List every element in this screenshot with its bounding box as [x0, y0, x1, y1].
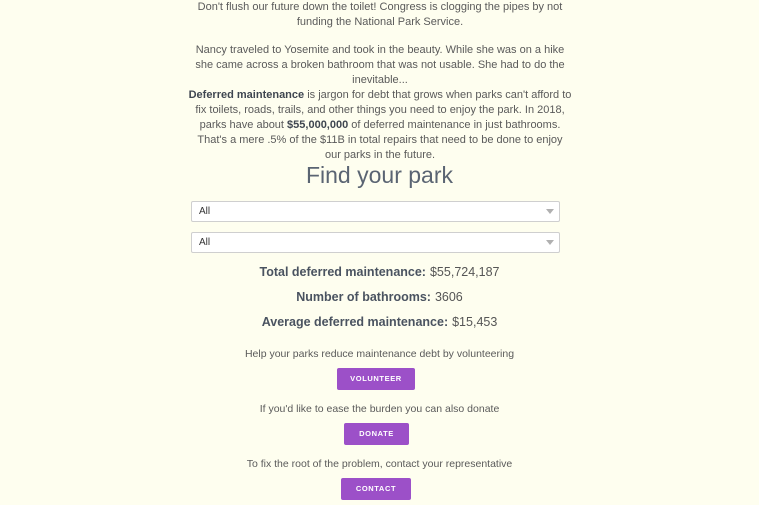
state-select-value: All: [199, 206, 211, 217]
donate-text: If you'd like to ease the burden you can also donate: [259, 403, 500, 415]
contact-button[interactable]: CONTACT: [341, 478, 411, 500]
bathrooms-stat: [0, 288, 759, 306]
contact-text: To fix the root of the problem, contact your representative: [246, 458, 513, 470]
state-select[interactable]: [191, 201, 560, 222]
total-maintenance-value: $55,724,187: [429, 265, 500, 279]
volunteer-button[interactable]: VOLUNTEER: [337, 368, 415, 390]
bathrooms-label: Number of bathrooms:: [296, 290, 431, 304]
total-maintenance-stat: [0, 263, 759, 281]
bathroom-amount: $55,000,000: [287, 119, 349, 131]
intro-paragraph-1: Don't flush our future down the toilet! Congress is clogging the pipes by not funding the National Park Service.: [197, 1, 563, 28]
park-select[interactable]: [191, 232, 560, 253]
find-park-title: Find your park: [305, 162, 453, 188]
bathrooms-value: 3606: [434, 290, 463, 304]
volunteer-text: Help your parks reduce maintenance debt by volunteering: [244, 348, 515, 360]
intro-paragraph-3-text-b: of deferred maintenance in just bathrooms. That's a mere .5% of the $11B in total repairs that need to be done to enjoy our parks in the future.: [197, 119, 563, 161]
average-maintenance-label: Average deferred maintenance:: [261, 315, 449, 329]
average-maintenance-value: $15,453: [452, 315, 498, 329]
park-select-value: All: [199, 237, 211, 248]
intro-paragraph-2: Nancy traveled to Yosemite and took in the beauty. While she was on a hike she came across a broken bathroom that was not usable. She had to do the inevitable...: [195, 44, 565, 86]
deferred-maintenance-term: Deferred maintenance: [188, 89, 305, 101]
average-maintenance-stat: [0, 313, 759, 331]
donate-button[interactable]: DONATE: [344, 423, 409, 445]
intro-paragraph-3: [188, 88, 572, 163]
chevron-down-icon: [546, 209, 554, 214]
chevron-down-icon: [546, 240, 554, 245]
total-maintenance-label: Total deferred maintenance:: [259, 265, 426, 279]
intro-paragraph-3-text-a: is jargon for debt that grows when parks can't afford to fix toilets, roads, trails, and other things you need to enjoy the park. In 2018, parks have about: [195, 89, 572, 131]
